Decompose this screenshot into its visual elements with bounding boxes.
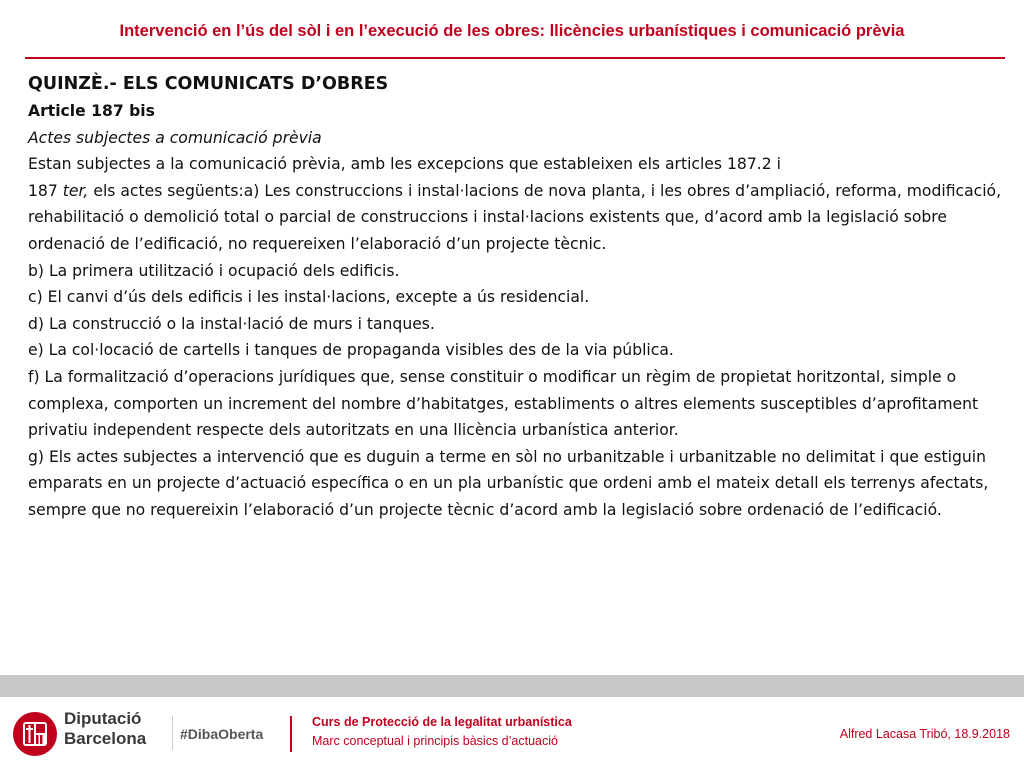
logo-line-2: Barcelona <box>64 729 147 748</box>
list-item-e: e) La col·locació de cartells i tanques de propaganda visibles des de la via pública. <box>28 341 674 360</box>
logo-divider <box>172 716 173 750</box>
footer-gray-bar <box>0 675 1024 697</box>
intro-paragraph <box>28 178 1003 258</box>
intro-ter: ter, <box>62 181 89 200</box>
intro-item-a: els actes següents:a) Les construccions i instal·lacions de nova planta, i les obres d’ampliació, reforma, modificació, rehabilitació o demolició total o parcial de construccions i instal·lacions existents que, d’acord amb la legislació sobre ordenació de l’edificació, no requereixen l’elaboració d’un projecte tècnic. <box>28 181 1002 253</box>
course-title: Curs de Protecció de la legalitat urbanística <box>312 715 572 729</box>
article-number: Article 187 bis <box>28 102 155 120</box>
slide-content <box>28 70 1003 524</box>
article-subtitle: Actes subjectes a comunicació prèvia <box>28 128 322 147</box>
footer <box>0 697 1024 768</box>
author-date: Alfred Lacasa Tribó, 18.9.2018 <box>839 727 1010 741</box>
course-subtitle: Marc conceptual i principis bàsics d’actuació <box>312 734 558 748</box>
shield-icon <box>12 710 58 763</box>
intro-article-num: 187 <box>28 181 58 200</box>
slide-header-title: Intervenció en l’ús del sòl i en l’execució de les obres: llicències urbanístiques i comunicació prèvia <box>119 22 905 40</box>
list-item-f: f) La formalització d’operacions jurídiques que, sense constituir o modificar un règim de propietat horitzontal, simple o complexa, comporten un increment del nombre d’habitatges, establiments o altres elements susceptibles d’aprofitament privatiu independent respecte dels autoritzats en una llicència urbanística anterior. <box>28 367 979 440</box>
hashtag-label: #DibaOberta <box>180 726 264 742</box>
list-item-b: b) La primera utilització i ocupació dels edificis. <box>28 261 400 280</box>
list-item-c: c) El canvi d’ús dels edificis i les instal·lacions, excepte a ús residencial. <box>28 288 590 307</box>
intro-line: Estan subjectes a la comunicació prèvia, amb les excepcions que estableixen els articles 187.2 i <box>28 155 781 174</box>
header-divider <box>25 57 1005 59</box>
course-divider <box>290 716 292 752</box>
section-heading: QUINZÈ.- ELS COMUNICATS D’OBRES <box>28 74 389 94</box>
logo-text <box>64 709 146 749</box>
list-item-d: d) La construcció o la instal·lació de murs i tanques. <box>28 314 435 333</box>
list-item-g: g) Els actes subjectes a intervenció que es duguin a terme en sòl no urbanitzable i urbanitzable no delimitat i que estiguin emparats en un projecte d’actuació específica o en un pla urbanístic que ordeni amb el mateix detall els terrenys afectats, sempre que no requereixin l’elaboració d’un projecte tècnic d’acord amb la legislació sobre ordenació de l’edificació. <box>28 447 989 519</box>
logo-line-1: Diputació <box>64 709 142 728</box>
